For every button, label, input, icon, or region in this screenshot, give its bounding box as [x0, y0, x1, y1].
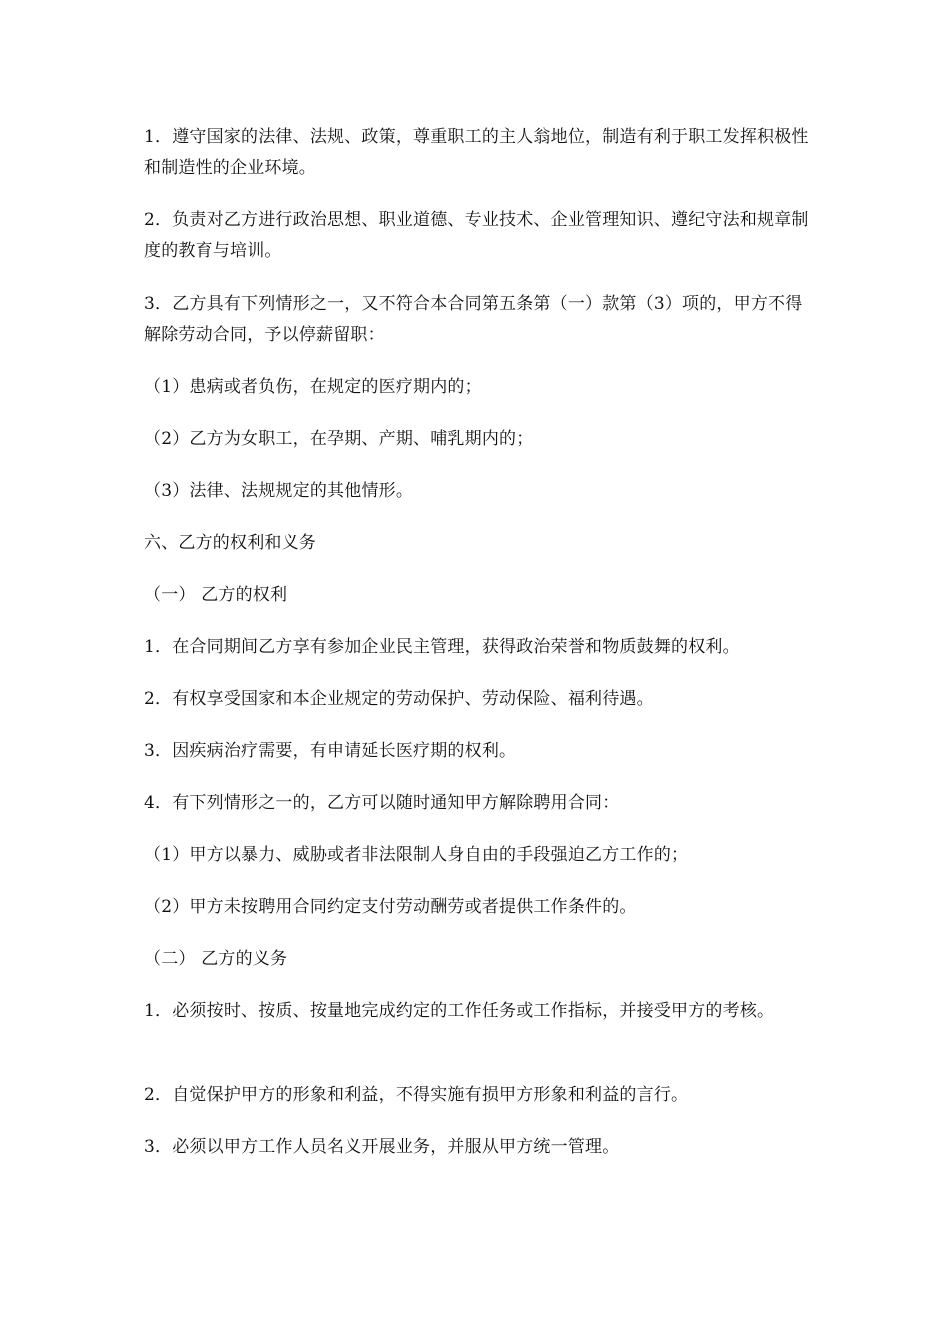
paragraph: （1）甲方以暴力、威胁或者非法限制人身自由的手段强迫乙方工作的； [144, 845, 689, 865]
paragraph: 2．有权享受国家和本企业规定的劳动保护、劳动保险、福利待遇。 [144, 689, 654, 709]
paragraph: （2）甲方未按聘用合同约定支付劳动酬劳或者提供工作条件的。 [144, 897, 637, 917]
paragraph: 3．必须以甲方工作人员名义开展业务，并服从甲方统一管理。 [144, 1137, 620, 1157]
paragraph: 4．有下列情形之一的，乙方可以随时通知甲方解除聘用合同： [144, 793, 620, 813]
subsection-heading: （二） 乙方的义务 [144, 949, 288, 969]
section-heading: 六、乙方的权利和义务 [144, 533, 316, 553]
paragraph: 1．遵守国家的法律、法规、政策，尊重职工的主人翁地位，制造有利于职工发挥积极性和制造性的企业环境。 [144, 127, 809, 178]
paragraph: 3．因疾病治疗需要，有申请延长医疗期的权利。 [144, 741, 517, 761]
subsection-heading: （一） 乙方的权利 [144, 585, 288, 605]
paragraph: 2．自觉保护甲方的形象和利益，不得实施有损甲方形象和利益的言行。 [144, 1085, 689, 1105]
paragraph: 3．乙方具有下列情形之一，又不符合本合同第五条第（一）款第（3）项的，甲方不得解除劳动合同，予以停薪留职： [144, 294, 803, 345]
paragraph: 1．在合同期间乙方享有参加企业民主管理，获得政治荣誉和物质鼓舞的权利。 [144, 637, 740, 657]
paragraph: （3）法律、法规规定的其他情形。 [144, 481, 414, 501]
paragraph: 2．负责对乙方进行政治思想、职业道德、专业技术、企业管理知识、遵纪守法和规章制度的教育与培训。 [144, 210, 809, 261]
paragraph: （1）患病或者负伤，在规定的医疗期内的； [144, 377, 482, 397]
paragraph: （2）乙方为女职工，在孕期、产期、哺乳期内的； [144, 429, 534, 449]
paragraph: 1．必须按时、按质、按量地完成约定的工作任务或工作指标，并接受甲方的考核。 [144, 1001, 775, 1021]
